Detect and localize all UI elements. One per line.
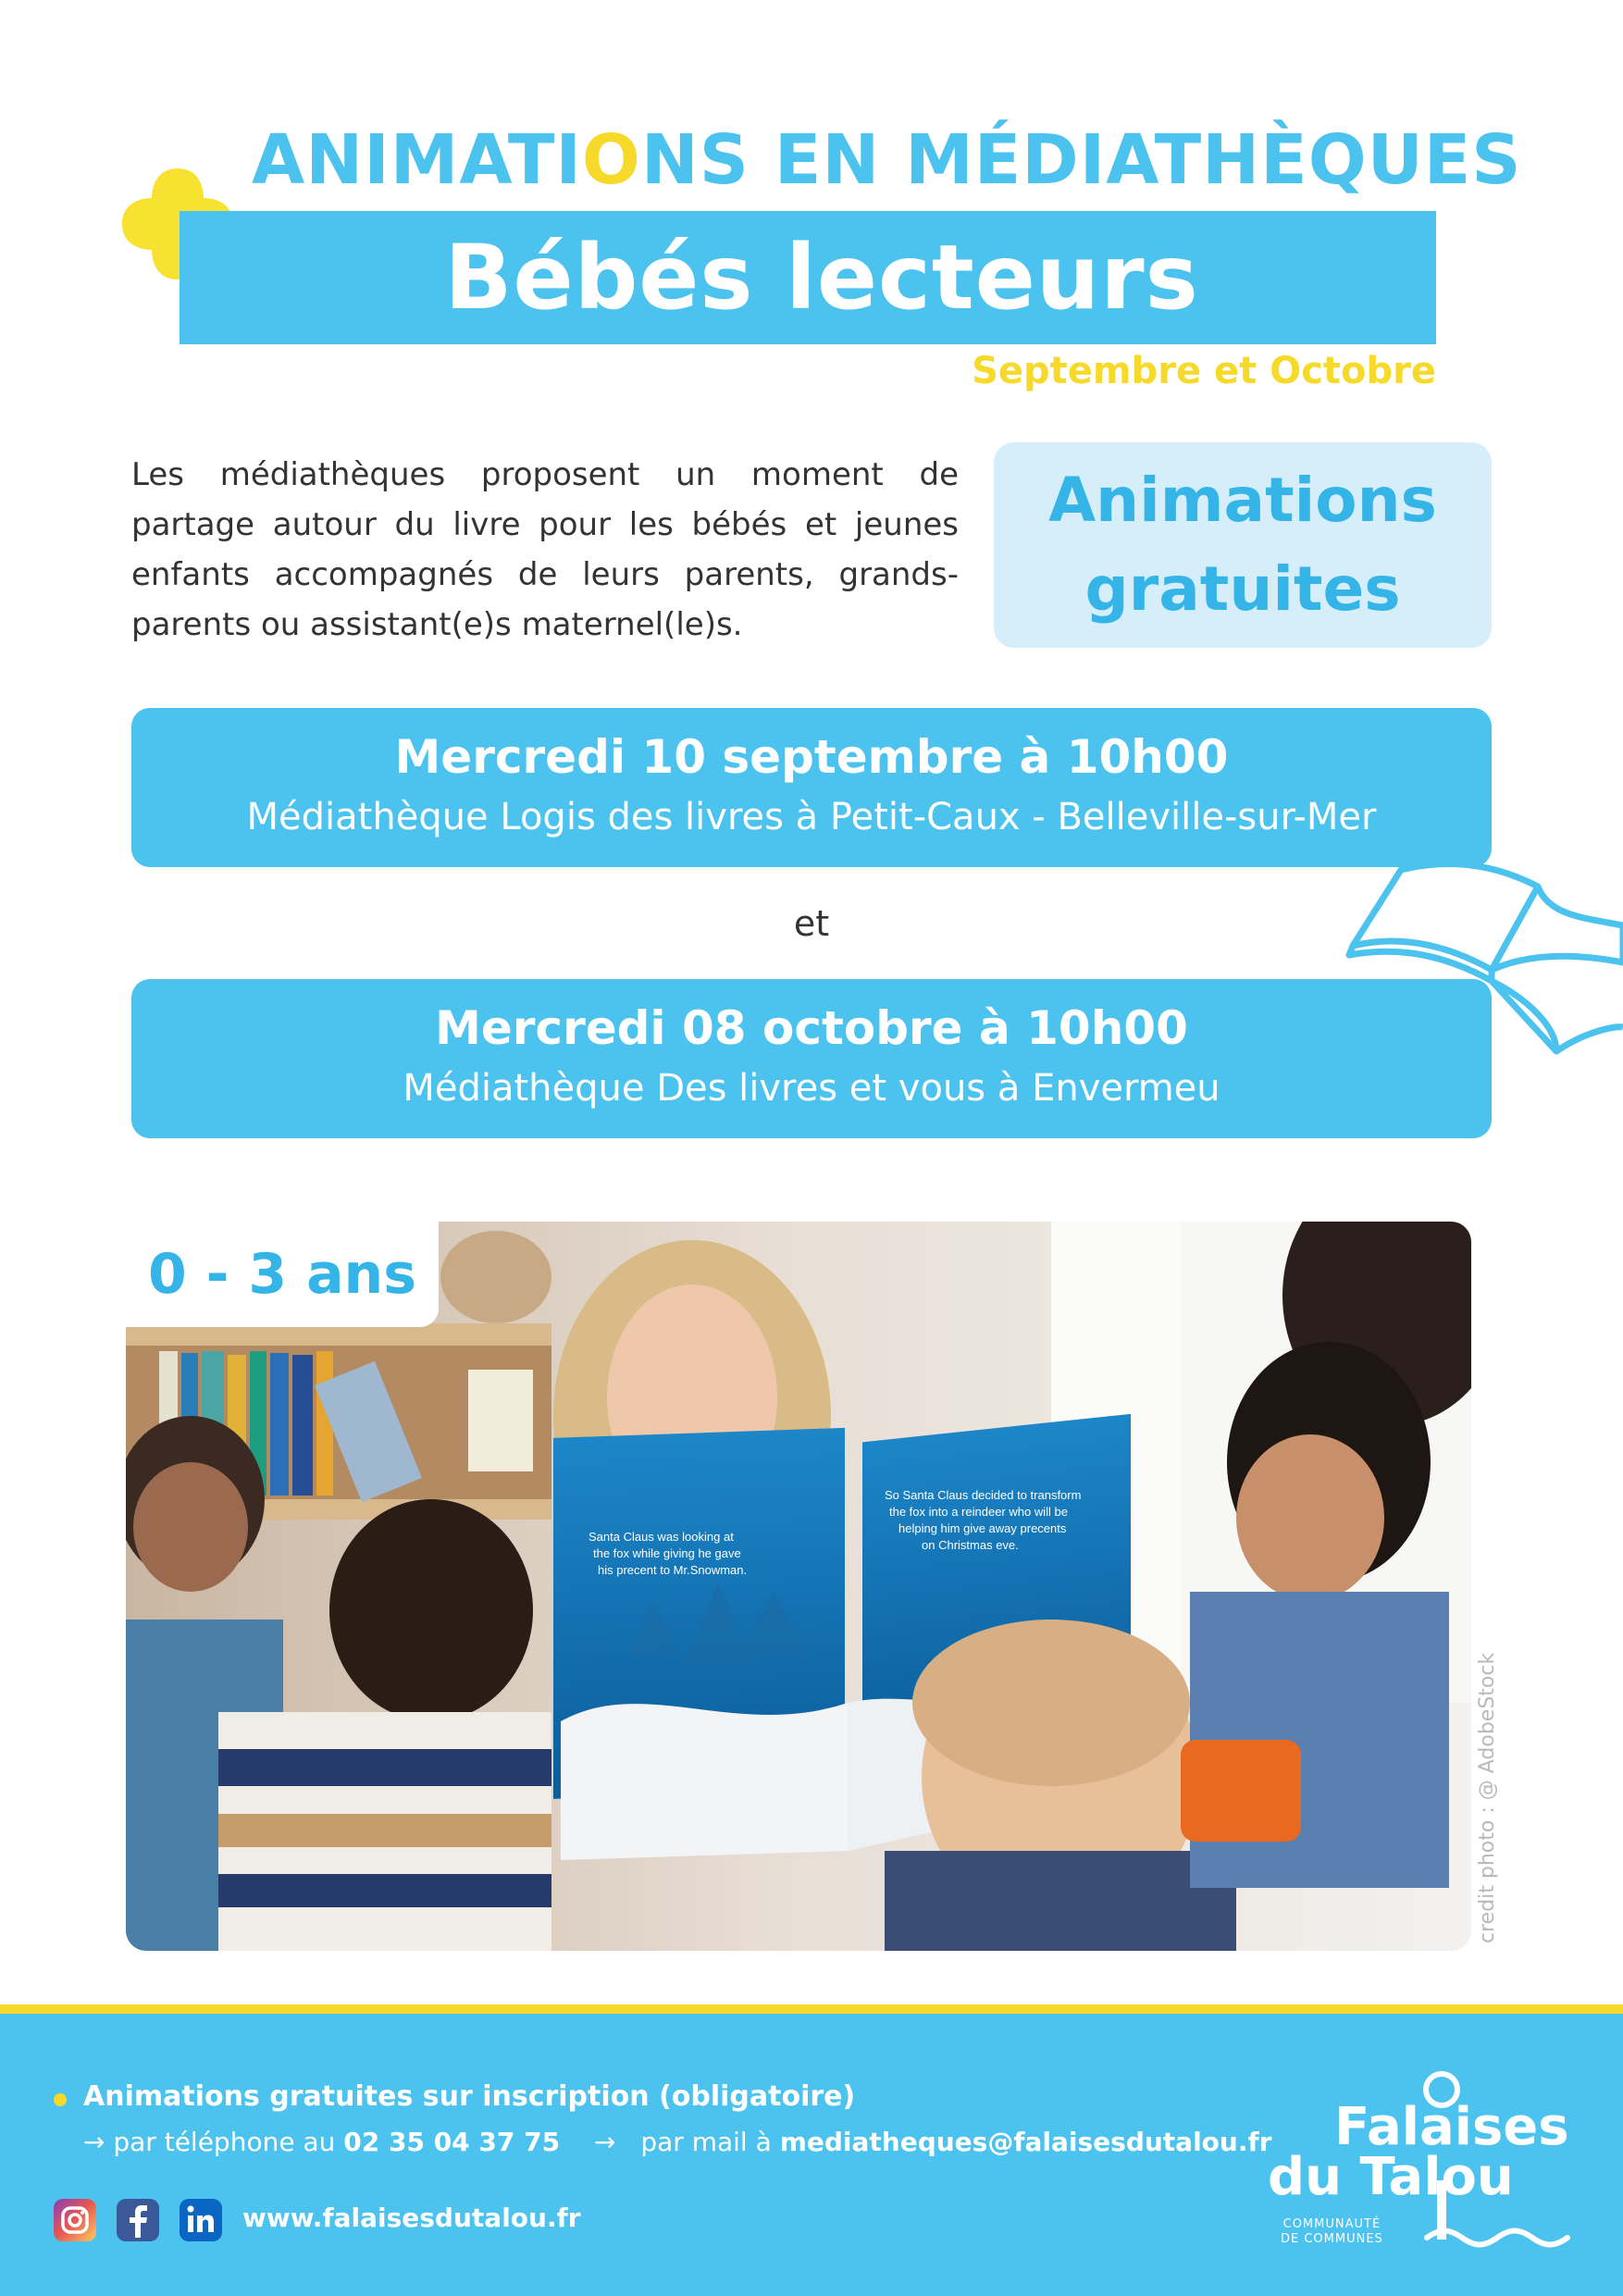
logo-line-1: Falaises xyxy=(1334,2097,1569,2157)
svg-text:Santa Claus was looking at: Santa Claus was looking at xyxy=(588,1530,734,1544)
free-badge-line2: gratuites xyxy=(1084,553,1401,625)
event-card-september xyxy=(131,708,1492,867)
free-badge-line1: Animations xyxy=(1048,465,1437,536)
website-link[interactable]: www.falaisesdutalou.fr xyxy=(242,2203,581,2233)
logo-tagline xyxy=(1281,2217,1383,2247)
svg-text:on Christmas eve.: on Christmas eve. xyxy=(922,1538,1019,1552)
logo-tag-2: DE COMMUNES xyxy=(1281,2232,1383,2246)
svg-text:his precent to Mr.Snowman.: his precent to Mr.Snowman. xyxy=(598,1563,748,1577)
event-location: Médiathèque Logis des livres à Petit-Caux - Belleville-sur-Mer xyxy=(246,796,1377,838)
instagram-icon[interactable] xyxy=(54,2199,96,2241)
main-title: Bébés lecteurs xyxy=(444,226,1199,329)
free-animations-badge xyxy=(994,442,1492,648)
mail-prefix: par mail à xyxy=(640,2127,772,2157)
svg-text:helping him give away precents: helping him give away precents xyxy=(898,1521,1067,1535)
title-part-2: NS EN MÉDIATHÈQUES xyxy=(640,120,1522,200)
footer-yellow-divider xyxy=(0,2004,1623,2014)
registration-note: Animations gratuites sur inscription (obligatoire) xyxy=(83,2080,856,2113)
social-links xyxy=(54,2199,222,2241)
phone-number[interactable]: 02 35 04 37 75 xyxy=(343,2127,561,2157)
intro-paragraph: Les médiathèques proposent un moment de partage autour du livre pour les bébés et jeunes enfants accompagnés de leurs parents, grands-parents ou assistant(e)s maternel(le)s. xyxy=(131,456,959,643)
title-part-1: ANIMATI xyxy=(252,120,582,200)
facebook-icon[interactable] xyxy=(117,2199,159,2241)
bullet-icon xyxy=(54,2093,67,2106)
story-time-photo xyxy=(126,1222,1471,1951)
arrow-right-icon: → xyxy=(83,2127,105,2157)
photo-credit: credit photo : @ AdobeStock xyxy=(1476,1652,1499,1943)
header-title xyxy=(252,118,1522,202)
svg-text:the fox while giving he gave: the fox while giving he gave xyxy=(593,1546,741,1560)
age-range-tab xyxy=(126,1222,439,1327)
phone-prefix: par téléphone au xyxy=(113,2127,336,2157)
arrow-right-icon: → xyxy=(594,2127,616,2157)
event-card-october xyxy=(131,979,1492,1138)
logo-tag-1: COMMUNAUTÉ xyxy=(1282,2217,1381,2231)
logo-line-2: du Talou xyxy=(1268,2147,1514,2207)
event-date: Mercredi 08 octobre à 10h00 xyxy=(435,1001,1188,1055)
main-title-banner xyxy=(180,211,1436,344)
period-subtitle: Septembre et Octobre xyxy=(972,350,1436,392)
contact-line xyxy=(83,2127,1271,2157)
connector-text: et xyxy=(793,903,830,944)
falaises-du-talou-logo xyxy=(1258,2069,1582,2254)
event-location: Médiathèque Des livres et vous à Envermeu xyxy=(403,1067,1220,1110)
email-link[interactable]: mediatheques@falaisesdutalou.fr xyxy=(779,2127,1272,2157)
event-date: Mercredi 10 septembre à 10h00 xyxy=(394,730,1229,784)
age-range-label: 0 - 3 ans xyxy=(148,1242,416,1307)
svg-text:the fox into a reindeer who wi: the fox into a reindeer who will be xyxy=(889,1505,1068,1519)
svg-text:So Santa Claus decided to tran: So Santa Claus decided to transform xyxy=(885,1488,1082,1502)
linkedin-icon[interactable] xyxy=(180,2199,222,2241)
title-yellow-o: O xyxy=(581,120,641,200)
